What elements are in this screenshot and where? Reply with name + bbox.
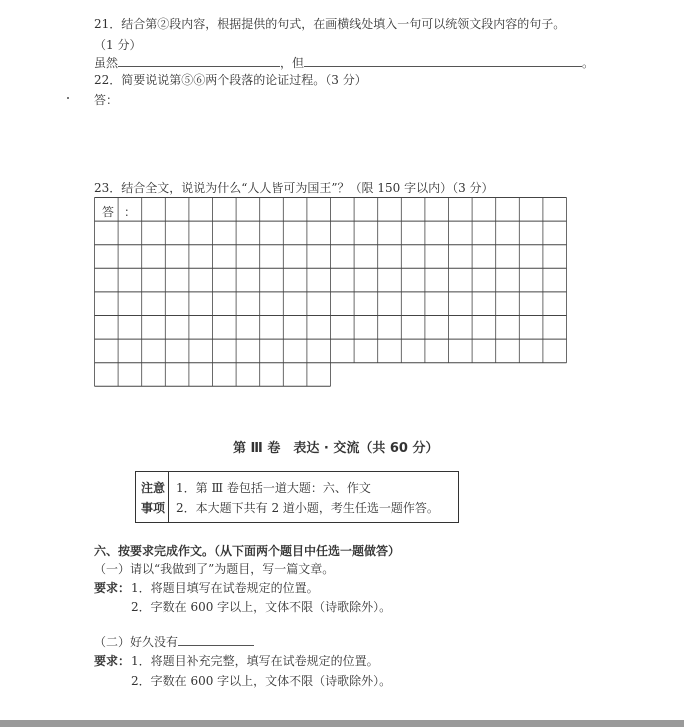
notice-box: [135, 471, 459, 523]
q21-blank-1[interactable]: [118, 55, 280, 67]
q23-answer-label: 答: [102, 205, 115, 219]
task1-req-label: 要求：: [94, 581, 131, 595]
task2-prompt: （二）好久没有: [94, 635, 179, 649]
q21-comma-but: ，但: [280, 56, 305, 70]
q21-score: （1 分）: [94, 38, 142, 52]
task2-req-label: 要求：: [94, 654, 131, 668]
notice-label-bottom: 事项: [141, 501, 166, 515]
task2-title-blank[interactable]: [178, 634, 254, 646]
notice-item-2: 2．本大题下共有 2 道小题，考生任选一题作答。: [176, 501, 439, 515]
task1-req-1: 1．将题目填写在试卷规定的位置。: [131, 581, 319, 595]
part6-heading: 六、按要求完成作文。（从下面两个题目中任选一题做答）: [94, 544, 401, 558]
q21-blank-2[interactable]: [304, 55, 582, 67]
task2-req-2: 2．字数在 600 字以上，文体不限（诗歌除外）。: [131, 674, 392, 688]
task1-req-2: 2．字数在 600 字以上，文体不限（诗歌除外）。: [131, 600, 392, 614]
task1-prompt: （一）请以“我做到了”为题目，写一篇文章。: [94, 562, 335, 576]
task2-prompt-line: [94, 634, 254, 649]
notice-label: [136, 472, 169, 522]
q23-answer-colon: ：: [124, 205, 137, 219]
scan-speck: [67, 97, 69, 99]
q21-sentence: [94, 55, 594, 70]
answer-grid[interactable]: [94, 197, 568, 393]
notice-item-1: 1．第 Ⅲ 卷包括一道大题：六、作文: [176, 481, 371, 495]
section3-title: 第 Ⅲ 卷 表达 · 交流（共 60 分）: [233, 441, 439, 456]
task2-req-1: 1．将题目补充完整，填写在试卷规定的位置。: [131, 654, 379, 668]
q21-sentence-start: 虽然: [94, 56, 119, 70]
q22-answer-label: 答：: [94, 93, 119, 107]
scan-bottom-edge: [0, 720, 684, 727]
q21-end-dot: 。: [582, 56, 595, 70]
q23-text: 23．结合全文，说说为什么“人人皆可为国王”？（限 150 字以内）（3 分）: [94, 181, 494, 195]
q22-text: 22．简要说说第⑤⑥两个段落的论证过程。（3 分）: [94, 73, 367, 87]
q21-text: 21．结合第②段内容，根据提供的句式，在画横线处填入一句可以统领文段内容的句子。: [94, 17, 566, 31]
notice-label-top: 注意: [141, 481, 166, 495]
